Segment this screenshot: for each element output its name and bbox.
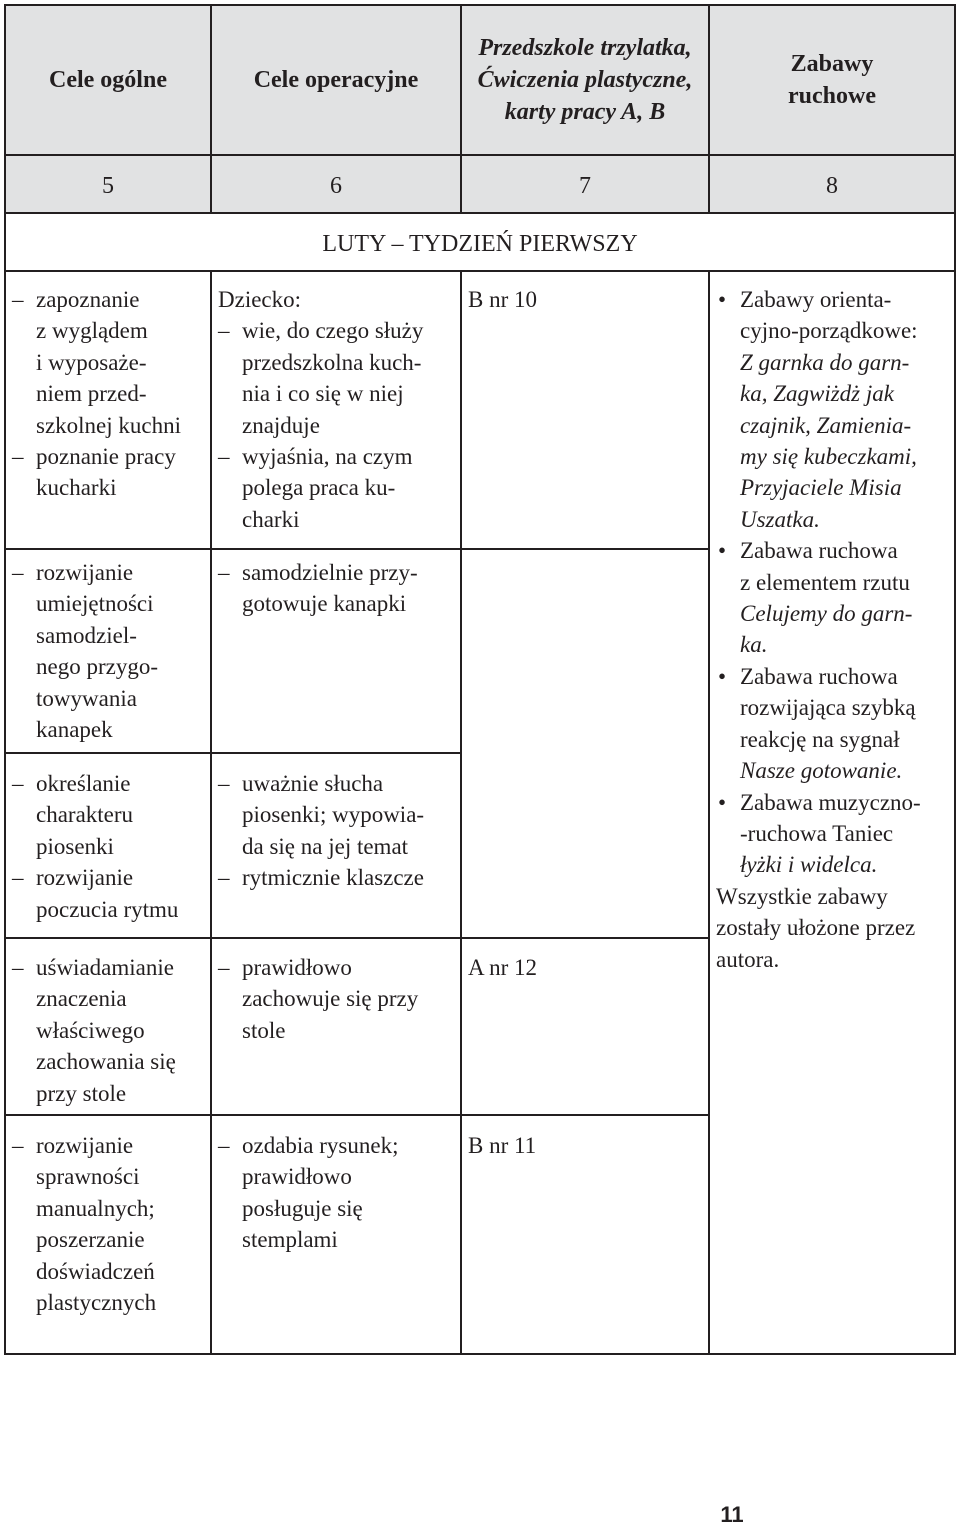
goal-line: stemplami xyxy=(242,1227,338,1253)
material-ref-row-1: B nr 10 xyxy=(468,287,537,312)
goal-item xyxy=(218,952,456,1046)
header-materials-line-1: Przedszkole trzylatka, xyxy=(478,35,692,61)
header-movement-games-line-1: Zabawy xyxy=(790,51,874,77)
goal-line: piosenki; wypowia- xyxy=(242,802,425,828)
bullet-marker: • xyxy=(718,789,727,815)
dash-marker: – xyxy=(12,560,24,585)
column-number-7: 7 xyxy=(579,172,591,199)
row-separator-3 xyxy=(6,937,710,939)
goal-line: charakteru xyxy=(36,802,134,828)
goal-line: zachowania się xyxy=(36,1049,176,1075)
operational-goals-row-3 xyxy=(218,768,456,894)
game-line: reakcję na sygnał xyxy=(740,726,900,752)
page-number: 11 xyxy=(720,1502,744,1527)
game-line: Przyjaciele Misia xyxy=(740,475,902,501)
game-line: cyjno-porządkowe: xyxy=(740,318,918,344)
goal-item xyxy=(218,315,456,441)
goal-line: określanie xyxy=(36,771,131,796)
goal-line: poczucia rytmu xyxy=(36,896,179,922)
goal-line: towywania xyxy=(36,685,137,711)
goal-item xyxy=(12,768,206,862)
header-divider xyxy=(6,154,954,156)
operational-goals-row-2 xyxy=(218,557,456,620)
dash-marker: – xyxy=(12,955,24,980)
dash-marker: – xyxy=(12,865,24,891)
dash-marker: – xyxy=(218,1133,230,1158)
goal-line: przedszkolna kuch- xyxy=(242,349,422,375)
bullet-marker: • xyxy=(718,663,727,689)
header-materials-line-3: karty pracy A, B xyxy=(504,99,666,125)
general-goals-row-1 xyxy=(12,284,206,504)
column-number-6: 6 xyxy=(330,172,342,199)
lesson-plan-table xyxy=(4,4,956,1355)
goal-line: wyjaśnia, na czym xyxy=(242,444,413,470)
game-line: czajnik, Zamienia- xyxy=(740,412,912,438)
goal-item xyxy=(218,441,456,535)
dash-marker: – xyxy=(12,287,24,312)
game-line: z elementem rzutu xyxy=(740,569,910,595)
goal-line: ozdabia rysunek; xyxy=(242,1133,399,1158)
dash-marker: – xyxy=(12,444,24,470)
header-materials xyxy=(462,6,708,154)
row-separator-2 xyxy=(6,752,460,754)
goal-line: prawidłowo xyxy=(242,955,352,980)
goal-line: prawidłowo xyxy=(242,1164,352,1190)
game-line: Uszatka. xyxy=(740,506,820,532)
dash-marker: – xyxy=(218,318,230,344)
game-item xyxy=(716,661,952,787)
goal-line: da się na jej temat xyxy=(242,833,409,859)
header-operational-goals xyxy=(212,6,460,154)
goal-item xyxy=(12,284,206,441)
games-note-line: zostały ułożone przez xyxy=(716,915,916,941)
header-movement-games xyxy=(710,6,954,154)
game-item xyxy=(716,284,952,535)
game-line: Z garnka do garn- xyxy=(740,349,910,375)
dash-marker: – xyxy=(218,444,230,470)
goal-line: rozwijanie xyxy=(36,560,134,585)
games-note-line: autora. xyxy=(716,946,780,972)
material-ref-row-5: B nr 11 xyxy=(468,1133,537,1158)
goal-line: stole xyxy=(242,1017,286,1043)
game-line: Celujemy do garn- xyxy=(740,601,913,627)
goal-line: piosenki xyxy=(36,833,114,859)
goal-item xyxy=(12,441,206,504)
goal-item xyxy=(12,952,206,1109)
goal-item xyxy=(12,557,206,745)
goal-line: kucharki xyxy=(36,475,117,501)
header-general-goals xyxy=(6,6,210,154)
goal-line: uważnie słucha xyxy=(242,771,384,796)
goal-line: wie, do czego służy xyxy=(242,318,424,344)
goal-line: przy stole xyxy=(36,1080,127,1106)
general-goals-row-5 xyxy=(12,1130,206,1318)
dash-marker: – xyxy=(12,771,24,796)
bullet-marker: • xyxy=(718,538,727,564)
goal-line: posługuje się xyxy=(242,1195,363,1221)
goal-item xyxy=(218,1130,456,1256)
goal-item xyxy=(12,1130,206,1318)
goal-line: szkolnej kuchni xyxy=(36,412,181,438)
game-line: ka. xyxy=(740,632,768,658)
operational-goals-row-5 xyxy=(218,1130,456,1256)
goal-line: z wyglądem xyxy=(36,318,148,344)
goal-line: rytmicznie klaszcze xyxy=(242,865,424,891)
column-number-5: 5 xyxy=(102,172,114,199)
header-operational-goals-text: Cele operacyjne xyxy=(253,67,419,93)
goal-line: uświadamianie xyxy=(36,955,174,980)
goal-line: doświadczeń xyxy=(36,1258,155,1284)
col-divider-1-body xyxy=(210,270,212,1353)
game-item xyxy=(716,787,952,881)
goal-line: zachowuje się przy xyxy=(242,986,419,1012)
general-goals-row-3 xyxy=(12,768,206,925)
material-ref-row-4: A nr 12 xyxy=(468,955,537,980)
game-line: Zabawa ruchowa xyxy=(740,663,898,689)
goal-line: umiejętności xyxy=(36,591,154,617)
game-line: rozwijająca szybką xyxy=(740,695,916,721)
goal-item xyxy=(12,862,206,925)
goal-line: znaczenia xyxy=(36,986,127,1012)
goal-line: samodziel- xyxy=(36,622,137,648)
game-line: -ruchowa Taniec xyxy=(740,820,894,846)
col-divider-2-body xyxy=(460,270,462,1353)
goal-line: kanapek xyxy=(36,717,113,743)
goal-line: właściwego xyxy=(36,1017,145,1043)
dash-marker: – xyxy=(218,955,230,980)
goal-line: i wyposaże- xyxy=(36,349,147,375)
games-note-line: Wszystkie zabawy xyxy=(716,883,888,909)
header-movement-games-line-2: ruchowe xyxy=(788,83,876,109)
general-goals-row-2 xyxy=(12,557,206,745)
dash-marker: – xyxy=(218,865,230,891)
row-separator-4 xyxy=(6,1114,710,1116)
goal-line: gotowuje kanapki xyxy=(242,591,407,617)
goal-line: manualnych; xyxy=(36,1195,155,1221)
goal-line: charki xyxy=(242,506,300,532)
goal-line: niem przed- xyxy=(36,381,147,407)
game-line: ka, Zagwiżdż jak xyxy=(740,381,894,407)
goal-line: rozwijanie xyxy=(36,1133,134,1158)
goal-line: poszerzanie xyxy=(36,1227,145,1253)
goal-line: nia i co się w niej xyxy=(242,381,404,407)
operational-prefix: Dziecko: xyxy=(218,287,302,312)
goal-item xyxy=(218,768,456,862)
bullet-marker: • xyxy=(718,287,727,312)
row-separator-1 xyxy=(6,548,710,550)
goal-line: poznanie pracy xyxy=(36,444,176,470)
game-line: my się kubeczkami, xyxy=(740,444,917,470)
general-goals-row-4 xyxy=(12,952,206,1109)
game-line: Zabawy orienta- xyxy=(740,287,892,312)
game-line: Zabawa muzyczno- xyxy=(740,789,921,815)
goal-line: rozwijanie xyxy=(36,865,134,891)
dash-marker: – xyxy=(12,1133,24,1158)
game-line: łyżki i widelca. xyxy=(740,852,878,878)
operational-goals-row-4 xyxy=(218,952,456,1046)
operational-goals-row-1 xyxy=(218,284,456,535)
game-item xyxy=(716,535,952,661)
game-line: Nasze gotowanie. xyxy=(740,758,903,784)
goal-line: polega praca ku- xyxy=(242,475,396,501)
goal-line: samodzielnie przy- xyxy=(242,560,418,585)
col-divider-3-body xyxy=(708,270,710,1353)
goal-item xyxy=(218,862,456,893)
movement-games-list xyxy=(716,284,952,975)
header-general-goals-text: Cele ogólne xyxy=(49,67,167,93)
goal-line: znajduje xyxy=(242,412,320,438)
column-number-8: 8 xyxy=(826,172,838,199)
month-heading: LUTY – TYDZIEŃ PIERWSZY xyxy=(322,230,638,257)
dash-marker: – xyxy=(218,560,230,585)
header-materials-line-2: Ćwiczenia plastyczne, xyxy=(477,67,693,93)
dash-marker: – xyxy=(218,771,230,796)
goal-line: plastycznych xyxy=(36,1290,157,1316)
goal-line: zapoznanie xyxy=(36,287,140,312)
game-line: Zabawa ruchowa xyxy=(740,538,898,564)
goal-item xyxy=(218,557,456,620)
goal-line: nego przygo- xyxy=(36,654,158,680)
goal-line: sprawności xyxy=(36,1164,140,1190)
